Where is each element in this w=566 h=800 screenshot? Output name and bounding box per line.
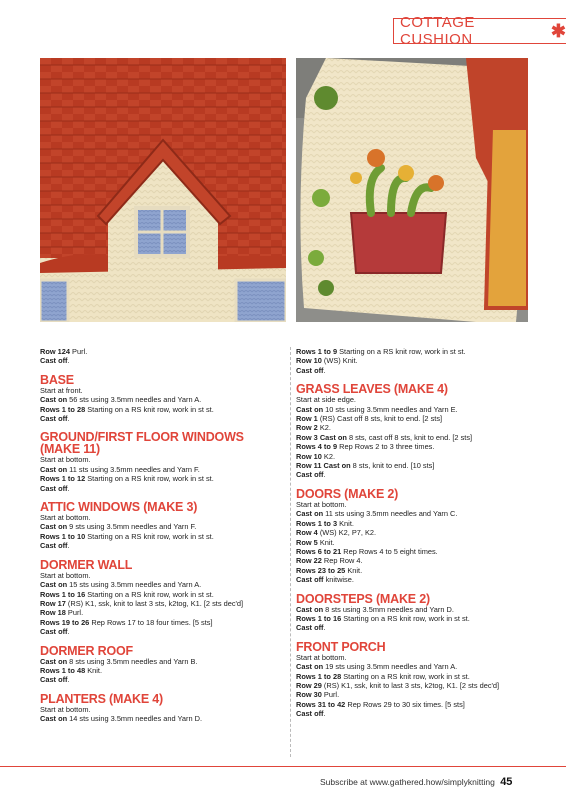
instruction-line [296, 538, 536, 547]
instruction-text: . [67, 675, 70, 685]
instruction-row-label: Rows 1 to 28 [296, 671, 342, 681]
instruction-line [40, 414, 285, 423]
instruction-text: 8 sts using 3.5mm needles and Yarn B. [67, 656, 198, 666]
instruction-line [296, 547, 536, 556]
instruction-text: . [67, 627, 70, 637]
instruction-text: Start at front. [40, 385, 83, 395]
instruction-text: Rep Rows 17 to 18 four times. [5 sts] [89, 617, 213, 627]
photo-planter [296, 58, 528, 322]
instruction-line [40, 608, 285, 617]
instruction-row-label: Rows 1 to 10 [40, 531, 86, 541]
instruction-line [296, 433, 536, 442]
instruction-text: (RS) K1, ssk, knit to last 3 sts, k2tog, K1. [2 sts dec'd] [65, 598, 244, 608]
instruction-text: Starting on a RS knit row, work in st st. [337, 347, 466, 356]
instruction-line [296, 461, 536, 470]
instruction-line [40, 599, 285, 608]
instruction-row-label: Row 1 [296, 414, 318, 424]
instruction-text: 11 sts using 3.5mm needles and Yarn F. [67, 464, 200, 474]
instruction-row-label: Cast on [40, 656, 68, 666]
instruction-line [40, 465, 285, 474]
instruction-text: Start at bottom. [40, 570, 91, 580]
instruction-row-label: Row 5 [296, 537, 318, 547]
instruction-row-label: Cast off [40, 627, 68, 637]
instruction-line [296, 519, 536, 528]
instruction-line [40, 474, 285, 483]
instruction-line [296, 623, 536, 632]
instruction-line [40, 705, 285, 714]
instruction-line [296, 690, 536, 699]
instruction-row-label: Cast on [296, 604, 324, 614]
instruction-text: 19 sts using 3.5mm needles and Yarn A. [323, 662, 458, 672]
instruction-text: (WS) K2, P7, K2. [317, 528, 377, 538]
instruction-row-label: Row 2 [296, 423, 318, 433]
instruction-text: 8 sts, cast off 8 sts, knit to end. [2 sts] [346, 432, 473, 442]
instruction-line [40, 657, 285, 666]
section-heading: PLANTERS (MAKE 4) [40, 691, 163, 706]
instruction-row-label: Row 22 [296, 556, 322, 566]
instructions-column-right [296, 347, 536, 719]
instruction-line [40, 522, 285, 531]
instruction-text: Starting on a RS knit row, work in st st. [341, 671, 470, 681]
instruction-row-label: Rows 1 to 16 [296, 613, 342, 623]
instruction-text: Purl. [321, 690, 340, 700]
instruction-text: . [67, 414, 70, 424]
instruction-text: Rep Rows 29 to 30 six times. [5 sts] [345, 699, 465, 709]
section-heading: ATTIC WINDOWS (MAKE 3) [40, 500, 198, 515]
instruction-text: Knit. [337, 518, 354, 528]
instruction-line [296, 605, 536, 614]
instruction-line [40, 513, 285, 522]
instruction-line [296, 528, 536, 537]
instruction-row-label: Rows 1 to 28 [40, 404, 86, 414]
instruction-line [40, 532, 285, 541]
instruction-row-label: Cast off [40, 675, 68, 685]
instruction-line [40, 580, 285, 589]
instruction-line [40, 571, 285, 580]
instruction-line [296, 470, 536, 479]
instruction-line [40, 347, 285, 356]
instruction-text: Start at bottom. [40, 513, 91, 523]
column-divider [290, 347, 291, 757]
instruction-text: (RS) K1, ssk, knit to last 3 sts, k2tog, K1. [2 sts dec'd] [321, 680, 500, 690]
instruction-line [296, 414, 536, 423]
photo-roof-dormer [40, 58, 286, 322]
section-heading: DOORS (MAKE 2) [296, 486, 399, 501]
instruction-text: Knit. [85, 665, 103, 675]
instruction-text: . [67, 356, 70, 366]
instruction-row-label: Row 30 [296, 690, 322, 700]
instruction-row-label: Rows 1 to 3 [296, 518, 338, 528]
instruction-row-label: Cast on [40, 714, 68, 724]
instruction-line [40, 405, 285, 414]
instruction-row-label: Cast off [40, 541, 68, 551]
instruction-text: Start at bottom. [296, 499, 347, 509]
section-heading: GRASS LEAVES (MAKE 4) [296, 382, 448, 397]
instruction-row-label: Cast off [296, 365, 324, 375]
instruction-text: Starting on a RS knit row, work in st st. [341, 613, 470, 623]
instruction-text: Starting on a RS knit row, work in st st. [85, 531, 214, 541]
instruction-text: Starting on a RS knit row, work in st st. [85, 474, 214, 484]
instruction-text: 56 sts using 3.5mm needles and Yarn A. [67, 395, 202, 405]
instruction-row-label: Row 18 [40, 608, 66, 618]
instruction-row-label: Cast off [296, 470, 324, 480]
instruction-line [296, 556, 536, 565]
instruction-line [40, 627, 285, 636]
instruction-line [40, 590, 285, 599]
instruction-row-label: Cast off [296, 575, 324, 585]
instruction-row-label: Cast on [296, 404, 324, 414]
instruction-row-label: Cast on [296, 509, 324, 519]
instruction-row-label: Row 10 [296, 356, 322, 366]
section-heading: GROUND/FIRST FLOOR WINDOWS (MAKE 11) [40, 430, 244, 457]
section-title: COTTAGE CUSHION [400, 14, 475, 48]
instruction-row-label: Cast off [296, 623, 324, 633]
instruction-line [296, 672, 536, 681]
instruction-line [296, 653, 536, 662]
instruction-line [40, 666, 285, 675]
instruction-text: Rep Rows 2 to 3 three times. [337, 442, 435, 452]
section-heading: DORMER WALL [40, 557, 133, 572]
instruction-row-label: Row 29 [296, 680, 322, 690]
instruction-row-label: Cast off [40, 483, 68, 493]
footer-rule [0, 766, 566, 767]
instruction-text: . [323, 709, 326, 719]
instruction-line [40, 714, 285, 723]
instruction-row-label: Rows 6 to 21 [296, 546, 342, 556]
instruction-row-label: Row 10 [296, 451, 322, 461]
instruction-line [296, 442, 536, 451]
page-number: 45 [500, 776, 513, 788]
instruction-row-label: Cast on [40, 580, 68, 590]
instruction-row-label: Row 3 Cast on [296, 432, 347, 442]
instruction-text: Start at bottom. [40, 455, 91, 465]
instruction-text: (RS) Cast off 8 sts, knit to end. [2 sts] [317, 414, 443, 424]
instruction-row-label: Rows 1 to 16 [40, 589, 86, 599]
instruction-text: . [67, 483, 70, 493]
instruction-row-label: Rows 1 to 48 [40, 665, 86, 675]
instruction-text: 9 sts using 3.5mm needles and Yarn F. [67, 522, 197, 532]
instruction-text: 14 sts using 3.5mm needles and Yarn D. [67, 714, 202, 724]
instruction-text: Start at bottom. [40, 704, 91, 714]
instruction-text: Rep Row 4. [321, 556, 363, 566]
instruction-line [40, 386, 285, 395]
instruction-text: Start at side edge. [296, 395, 356, 405]
instruction-text: Starting on a RS knit row, work in st st. [85, 589, 214, 599]
instruction-line [296, 452, 536, 461]
instruction-line [40, 356, 285, 365]
instruction-text: K2. [321, 451, 336, 461]
instruction-line [40, 541, 285, 550]
instruction-text: (WS) Knit. [321, 356, 358, 366]
instruction-line [296, 614, 536, 623]
instruction-text: K2. [317, 423, 331, 433]
instruction-line [296, 566, 536, 575]
instruction-row-label: Rows 19 to 26 [40, 617, 90, 627]
section-tab [393, 14, 566, 48]
instruction-text: 15 sts using 3.5mm needles and Yarn A. [67, 580, 202, 590]
instruction-row-label: Row 17 [40, 598, 66, 608]
instruction-text: . [323, 365, 326, 375]
instruction-text: 8 sts using 3.5mm needles and Yarn D. [323, 604, 454, 614]
instruction-line [296, 405, 536, 414]
instruction-row-label: Rows 31 to 42 [296, 699, 346, 709]
instruction-line [40, 675, 285, 684]
instruction-line [40, 455, 285, 464]
instruction-text: 11 sts using 3.5mm needles and Yarn C. [323, 509, 458, 519]
instruction-row-label: Cast off [40, 414, 68, 424]
instruction-row-label: Cast off [296, 709, 324, 719]
instruction-row-label: Cast on [40, 464, 68, 474]
section-heading: DOORSTEPS (MAKE 2) [296, 591, 430, 606]
instruction-line [40, 395, 285, 404]
asterisk-icon: ✱ [550, 20, 566, 41]
instruction-row-label: Rows 1 to 12 [40, 474, 86, 484]
instruction-line [296, 709, 536, 718]
section-heading: DORMER ROOF [40, 643, 133, 658]
instruction-row-label: Rows 23 to 25 [296, 565, 346, 575]
instruction-line [296, 366, 536, 375]
instruction-row-label: Cast on [40, 395, 68, 405]
instruction-row-label: Row 124 [40, 347, 70, 356]
instruction-text: Knit. [345, 565, 363, 575]
instruction-line [40, 484, 285, 493]
instruction-line [296, 500, 536, 509]
instruction-line [296, 347, 536, 356]
instruction-text: Rep Rows 4 to 5 eight times. [341, 546, 438, 556]
instruction-line [296, 356, 536, 365]
instruction-text: Knit. [317, 537, 335, 547]
footer [320, 776, 512, 788]
instruction-row-label: Cast on [40, 522, 68, 532]
instruction-row-label: Rows 1 to 9 [296, 347, 338, 356]
instruction-text: Purl. [70, 347, 88, 356]
instruction-line [296, 662, 536, 671]
instruction-line [296, 700, 536, 709]
subscribe-text: Subscribe at www.gathered.how/simplyknitting [320, 777, 495, 787]
section-heading: FRONT PORCH [296, 639, 386, 654]
instruction-line [296, 509, 536, 518]
instruction-text: . [67, 541, 70, 551]
instruction-text: Starting on a RS knit row, work in st st. [85, 404, 214, 414]
instruction-text: . [323, 623, 326, 633]
instruction-row-label: Row 11 Cast on [296, 461, 351, 471]
instruction-row-label: Rows 4 to 9 [296, 442, 338, 452]
section-heading: BASE [40, 372, 74, 387]
instruction-text: knitwise. [323, 575, 354, 585]
instruction-text: . [323, 470, 326, 480]
instruction-line [40, 618, 285, 627]
instructions-column-left [40, 347, 285, 724]
instruction-row-label: Cast on [296, 662, 324, 672]
instruction-line [296, 681, 536, 690]
instruction-line [296, 423, 536, 432]
instruction-line [296, 575, 536, 584]
instruction-text: 10 sts using 3.5mm needles and Yarn E. [323, 404, 458, 414]
instruction-text: Purl. [65, 608, 84, 618]
instruction-text: 8 sts, knit to end. [10 sts] [350, 461, 435, 471]
instruction-line [296, 395, 536, 404]
instruction-row-label: Cast off [40, 356, 68, 366]
instruction-text: Start at bottom. [296, 652, 347, 662]
instruction-row-label: Row 4 [296, 528, 318, 538]
